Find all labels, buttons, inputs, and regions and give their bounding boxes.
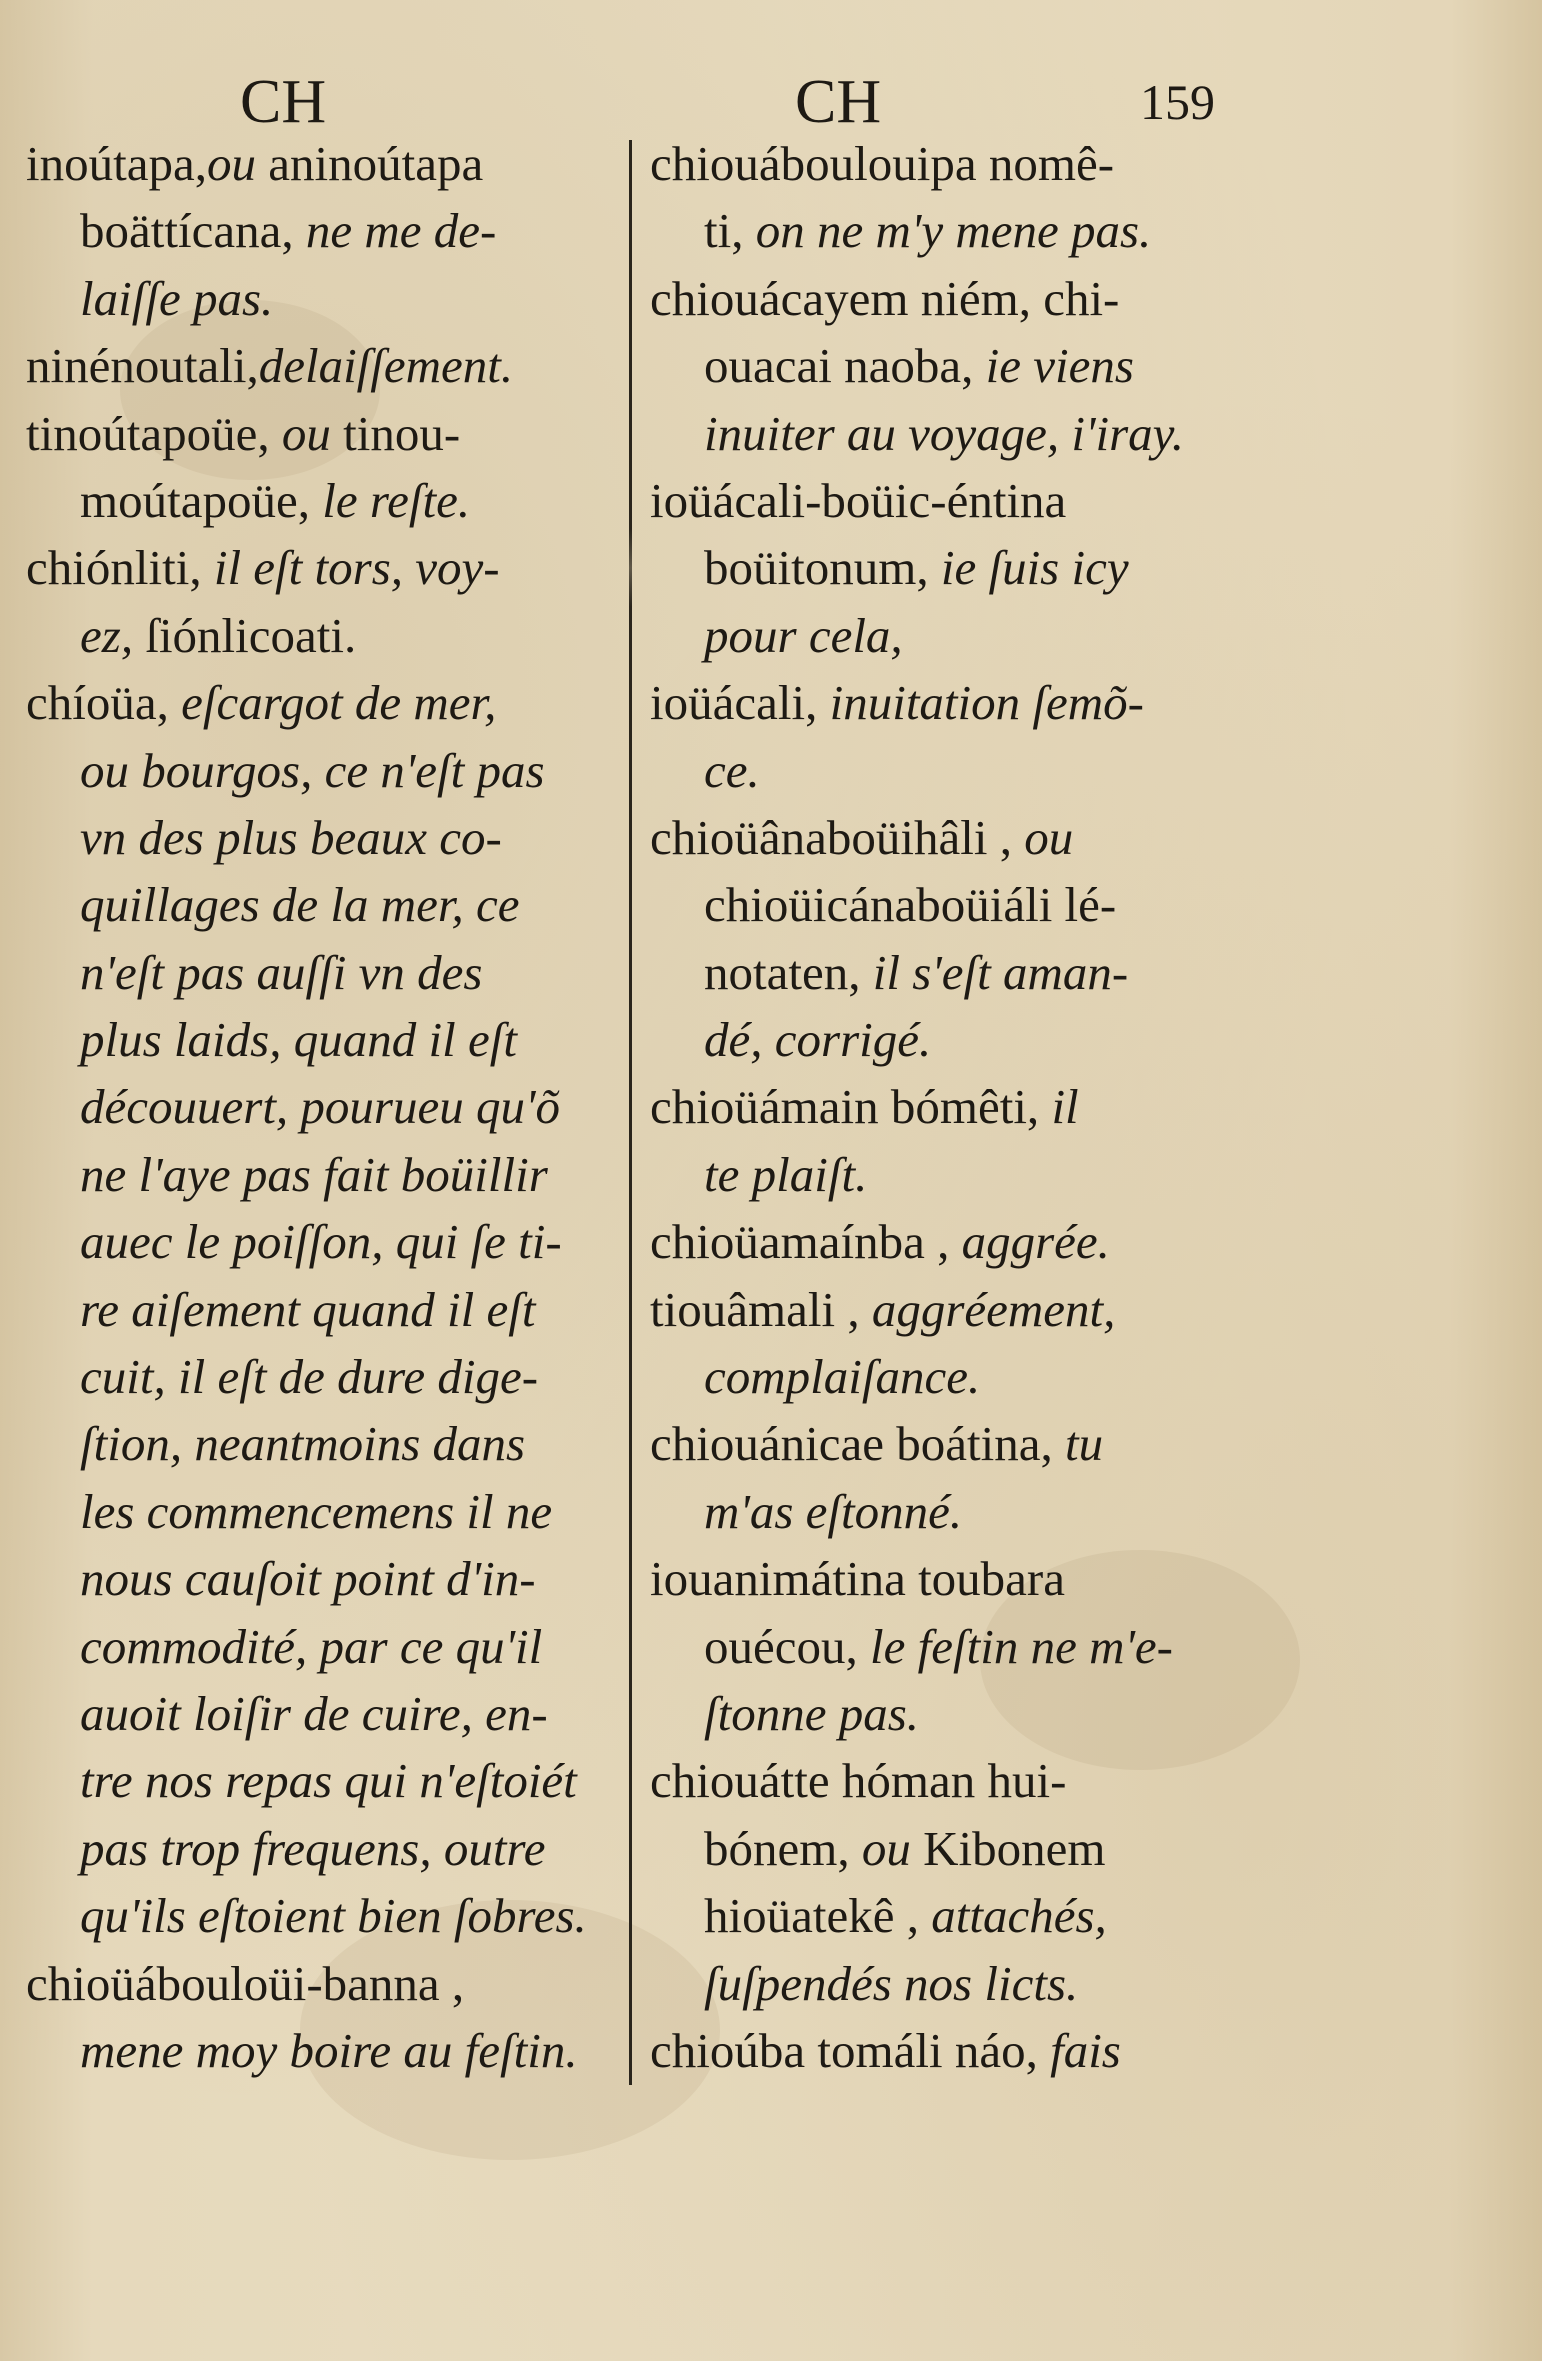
right-column [650,130,1270,2084]
dictionary-line [650,467,1270,534]
headword: boüitonum, [704,540,929,596]
french-gloss: on ne m'y mene pas. [743,203,1152,259]
french-gloss: ou [269,405,331,461]
french-gloss: ne me de- [293,203,497,259]
headword: ſiónlicoati. [133,607,357,663]
dictionary-line [650,1343,1270,1410]
french-gloss: nous cauſoit point d'in- [80,1551,536,1607]
dictionary-line [650,1208,1270,1275]
dictionary-line [650,1950,1270,2017]
left-column [26,130,626,2084]
french-gloss: aggrée. [949,1214,1110,1270]
dictionary-line [650,1410,1270,1477]
headword: chioüábouloüi-banna , [26,1955,465,2011]
dictionary-line [26,130,626,197]
headword: chiouáboulouipa nomê- [650,136,1115,191]
headword: iouanimátina toubara [650,1551,1065,1607]
dictionary-line [650,1613,1270,1680]
headword: tiouâmali , [650,1281,860,1337]
headword: moútapoüe, [80,472,310,528]
dictionary-line [26,265,626,332]
dictionary-line [650,1815,1270,1882]
headword: chiouánicae boátina, [650,1416,1053,1472]
french-gloss: inuiter au voyage, i'iray. [704,405,1184,461]
french-gloss: ſtonne pas. [704,1685,920,1741]
french-gloss: cuit, il eſt de dure dige- [80,1349,539,1405]
headword: ioüácali-boüic-éntina [650,472,1067,528]
headword: ioüácali, [650,675,818,731]
dictionary-line [26,1073,626,1140]
headword: inoútapa, [26,136,207,191]
headword: tinoútapoüe, [26,405,270,461]
headword: notaten, [704,944,861,1000]
header-right-letters: CH [795,68,882,136]
column-divider [629,140,632,2085]
headword: chiouácayem niém, chi- [650,270,1120,326]
french-gloss: le reſte. [309,472,471,528]
headword: hioüatekê , [704,1888,919,1944]
dictionary-line [650,534,1270,601]
french-gloss: re aiſement quand il eſt [80,1281,536,1337]
french-gloss: quillages de la mer, ce [80,877,520,933]
french-gloss: ſtion, neantmoins dans [80,1416,526,1472]
dictionary-line [26,602,626,669]
french-gloss: pas trop frequens, outre [80,1820,546,1876]
dictionary-line [650,804,1270,871]
dictionary-line [650,1545,1270,1612]
dictionary-line [26,1343,626,1410]
headword: chiouátte hóman hui- [650,1753,1067,1809]
french-gloss: complaiſance. [704,1349,981,1405]
dictionary-line [26,1006,626,1073]
french-gloss: les commencemens il ne [80,1483,553,1539]
french-gloss: ne l'aye pas fait boüillir [80,1146,548,1202]
dictionary-line [26,1613,626,1680]
dictionary-line [26,197,626,264]
french-gloss: découuert, pourueu qu'õ [80,1079,560,1135]
french-gloss: commodité, par ce qu'il [80,1618,543,1674]
french-gloss: dé, corrigé. [704,1012,932,1068]
dictionary-line [650,2017,1270,2084]
headword: chíoüa, [26,675,169,731]
header-left-letters: CH [240,68,327,136]
dictionary-line [650,1680,1270,1747]
headword: ti, [704,203,744,259]
dictionary-line [26,1815,626,1882]
headword: tinou- [330,405,461,461]
french-gloss: laiſſe pas. [80,270,274,326]
dictionary-line [650,737,1270,804]
french-gloss: aggréement, [859,1281,1116,1337]
dictionary-line [650,130,1270,197]
french-gloss: n'eſt pas auſſi vn des [80,944,483,1000]
dictionary-line [26,939,626,1006]
headword: ouacai naoba, [704,338,974,394]
dictionary-line [26,1680,626,1747]
french-gloss: il s'eſt aman- [860,944,1129,1000]
dictionary-line [650,1747,1270,1814]
page-number: 159 [1140,74,1215,130]
dictionary-line [650,871,1270,938]
dictionary-line [650,1882,1270,1949]
french-gloss: ce. [704,742,760,798]
headword: chioüicánaboüiáli lé- [704,877,1117,933]
french-gloss: m'as eſtonné. [704,1483,963,1539]
dictionary-line [26,737,626,804]
dictionary-line [650,332,1270,399]
french-gloss: le feſtin ne m'e- [857,1618,1173,1674]
dictionary-line [650,400,1270,467]
dictionary-line [26,2017,626,2084]
french-gloss: qu'ils eſtoient bien ſobres. [80,1888,587,1944]
dictionary-line [26,1410,626,1477]
dictionary-line [26,400,626,467]
french-gloss: ie viens [973,338,1134,394]
french-gloss: ſuſpendés nos licts. [704,1955,1079,2011]
dictionary-line [26,1276,626,1343]
headword: bónem, [704,1820,850,1876]
french-gloss: eſcargot de mer, [168,675,497,731]
french-gloss: ou [849,1820,911,1876]
headword: aninoútapa [255,136,484,191]
headword: chioüámain bómêti, [650,1079,1040,1135]
headword: ouécou, [704,1618,858,1674]
dictionary-line [650,1478,1270,1545]
french-gloss: il [1039,1079,1079,1135]
dictionary-line [26,332,626,399]
dictionary-line [650,939,1270,1006]
french-gloss: mene moy boire au feſtin. [80,2022,578,2078]
dictionary-line [26,1747,626,1814]
french-gloss: te plaiſt. [704,1146,868,1202]
dictionary-line [650,669,1270,736]
dictionary-line [26,1882,626,1949]
french-gloss: fais [1037,2022,1121,2078]
dictionary-line [650,1006,1270,1073]
dictionary-line [26,534,626,601]
french-gloss: ou bourgos, ce n'eſt pas [80,742,545,798]
headword: Kibonem [910,1820,1106,1876]
french-gloss: plus laids, quand il eſt [80,1012,517,1068]
french-gloss: vn des plus beaux co- [80,809,502,865]
dictionary-line [26,1208,626,1275]
french-gloss: il eſt tors, voy- [201,540,500,596]
headword: chioüânaboüihâli , [650,809,1012,865]
dictionary-line [650,1073,1270,1140]
dictionary-line [650,1141,1270,1208]
french-gloss: attachés, [918,1888,1107,1944]
headword: chioúba tomáli náo, [650,2022,1038,2078]
french-gloss: auec le poiſſon, qui ſe ti- [80,1214,562,1270]
dictionary-line [26,804,626,871]
dictionary-line [650,265,1270,332]
french-gloss: tre nos repas qui n'eſtoiét [80,1753,577,1809]
dictionary-line [650,1276,1270,1343]
dictionary-line [26,871,626,938]
french-gloss: ez, [80,607,134,663]
dictionary-line [26,1545,626,1612]
french-gloss: auoit loiſir de cuire, en- [80,1685,548,1741]
french-gloss: ou [1011,809,1074,865]
french-gloss: ie ſuis icy [928,540,1129,596]
dictionary-line [650,602,1270,669]
headword: chioüamaínba , [650,1214,950,1270]
french-gloss: ou [206,136,256,191]
dictionary-line [26,1141,626,1208]
french-gloss: inuitation ſemõ- [817,675,1144,731]
dictionary-line [26,467,626,534]
headword: ninénoutali, [26,338,259,394]
french-gloss: pour cela, [704,607,903,663]
dictionary-line [26,1478,626,1545]
dictionary-line [26,1950,626,2017]
dictionary-line [26,669,626,736]
french-gloss: delaiſſement. [258,338,514,394]
french-gloss: tu [1052,1416,1104,1472]
headword: chiónliti, [26,540,202,596]
headword: boättícana, [80,203,294,259]
dictionary-line [650,197,1270,264]
